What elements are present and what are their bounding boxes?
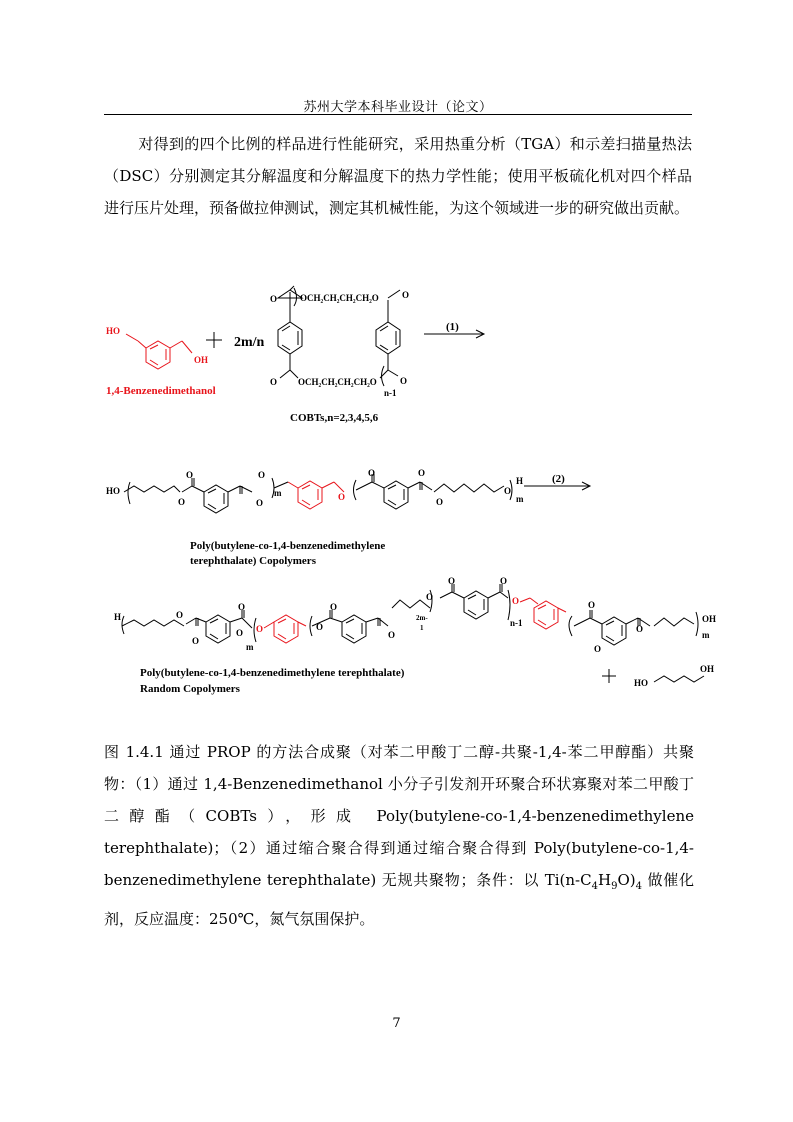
benzenedimethanol-structure: [126, 334, 192, 369]
label-n-1-row3: n-1: [510, 618, 523, 628]
label-h-row2: H: [516, 476, 524, 486]
label-o-row2-b: O: [178, 497, 186, 507]
label-o-row3-d: O: [236, 628, 244, 638]
red-label-o-row2: O: [338, 492, 346, 502]
label-2m-1-b: 1: [420, 624, 424, 632]
label-o-row2-d: O: [256, 498, 264, 508]
product1-name-line2: terephthalate) Copolymers: [190, 555, 316, 567]
label-o-row2-f: O: [418, 468, 426, 478]
ring-chain-top: OCH₂CH₂CH₂CH₂O: [300, 293, 379, 303]
ring-chain-bottom: OCH₂CH₂CH₂CH₂O: [298, 377, 377, 387]
label-o-top-left: O: [270, 294, 278, 304]
catalyst-sub1: 4: [591, 881, 598, 892]
caption-line2: （1）通过 1,4-Benzenedimethanol 小分子引发剂开环聚合环状寡聚对苯二甲酸丁二醇酯（COBTs），形成 Poly(butylene-co-1,4-benzenedimethylene terephthalate)；（2）通过缩合聚合得到通过缩合聚合得到 Poly(butylene-co-1,4-benzenedimethylene terephthalate) 无规共聚物；条件：以: [104, 775, 694, 889]
catalyst-part2: H: [597, 871, 612, 889]
caption-end: 做催化剂，反应温度：250℃，氮气氛围保护。: [104, 871, 694, 928]
label-m-row2-b: m: [516, 494, 524, 504]
figure-caption: [104, 736, 694, 935]
label-o-row2-g: O: [436, 497, 444, 507]
label-o-row3-c: O: [238, 602, 246, 612]
label-o-bottom-left: O: [270, 377, 278, 387]
label-m-row3-a: m: [246, 642, 254, 652]
label-o-row3-j: O: [500, 576, 508, 586]
red-label-ho: HO: [106, 326, 121, 336]
catalyst-part1: Ti(n-C: [544, 871, 592, 889]
label-o-row2-e: O: [368, 468, 376, 478]
coefficient-2m-n: 2m/n: [234, 335, 265, 350]
label-2m-1-a: 2m-: [416, 614, 428, 622]
label-o-row3-a: O: [176, 610, 184, 620]
red-label-o-row3-b: O: [512, 596, 520, 606]
label-ho-row2: HO: [106, 486, 121, 496]
label-o-row3-h: O: [426, 592, 434, 602]
label-oh-row3: OH: [702, 614, 717, 624]
label-o-row3-i: O: [448, 576, 456, 586]
label-o-row2-c: O: [258, 470, 266, 480]
label-o-row3-l: O: [636, 624, 644, 634]
product1-name-line1: Poly(butylene-co-1,4-benzenedimethylene: [190, 540, 386, 552]
running-header: 苏州大学本科毕业设计（论文）: [303, 100, 493, 115]
label-o-row3-b: O: [192, 636, 200, 646]
page-number: 7: [392, 1016, 401, 1031]
label-m-row3-b: m: [702, 630, 710, 640]
red-label-o-row3-a: O: [256, 624, 264, 634]
catalyst-sub2: 9: [611, 881, 618, 892]
reactant1-name: 1,4-Benzenedimethanol: [106, 385, 216, 397]
label-oh-butanediol: OH: [700, 664, 715, 674]
caption-line1: 通过 PROP 的方法合成聚（对苯二甲酸丁二醇-共聚-1,4-苯二甲醇酯）共聚物：: [104, 743, 694, 793]
label-m-row2-a: m: [274, 488, 282, 498]
product2-name-line2: Random Copolymers: [140, 683, 240, 695]
label-h-row3: H: [114, 612, 122, 622]
ring-subscript: n-1: [384, 388, 397, 398]
label-o-row2-a: O: [186, 470, 194, 480]
label-o-row3-k: O: [588, 600, 596, 610]
label-ho-butanediol: HO: [634, 678, 649, 688]
label-o-bottom-right: O: [400, 376, 408, 386]
catalyst-sub3: 4: [635, 881, 642, 892]
label-o-row3-g: O: [388, 630, 396, 640]
body-paragraph-text: 对得到的四个比例的样品进行性能研究，采用热重分析（TGA）和示差扫描量热法（DSC）分别测定其分解温度和分解温度下的热力学性能；使用平板硫化机对四个样品进行压片处理，预备做拉伸测试，测定其机械性能，为这个领域进一步的研究做出贡献。: [104, 135, 692, 217]
step1-label: (1): [446, 321, 459, 333]
reactant2-name: COBTs,n=2,3,4,5,6: [290, 412, 379, 424]
label-o-row3-e: O: [316, 622, 324, 632]
label-o-top-right: O: [402, 290, 410, 300]
product2-name-line1: Poly(butylene-co-1,4-benzenedimethylene terephthalate): [140, 667, 405, 679]
caption-label: 图 1.4.1: [104, 743, 164, 761]
red-label-oh: OH: [194, 355, 209, 365]
label-o-row2-h: O: [504, 486, 512, 496]
label-o-row3-f: O: [330, 602, 338, 612]
step2-label: (2): [552, 473, 565, 485]
label-o-row3-m: O: [594, 644, 602, 654]
catalyst-part3: O): [617, 871, 636, 889]
